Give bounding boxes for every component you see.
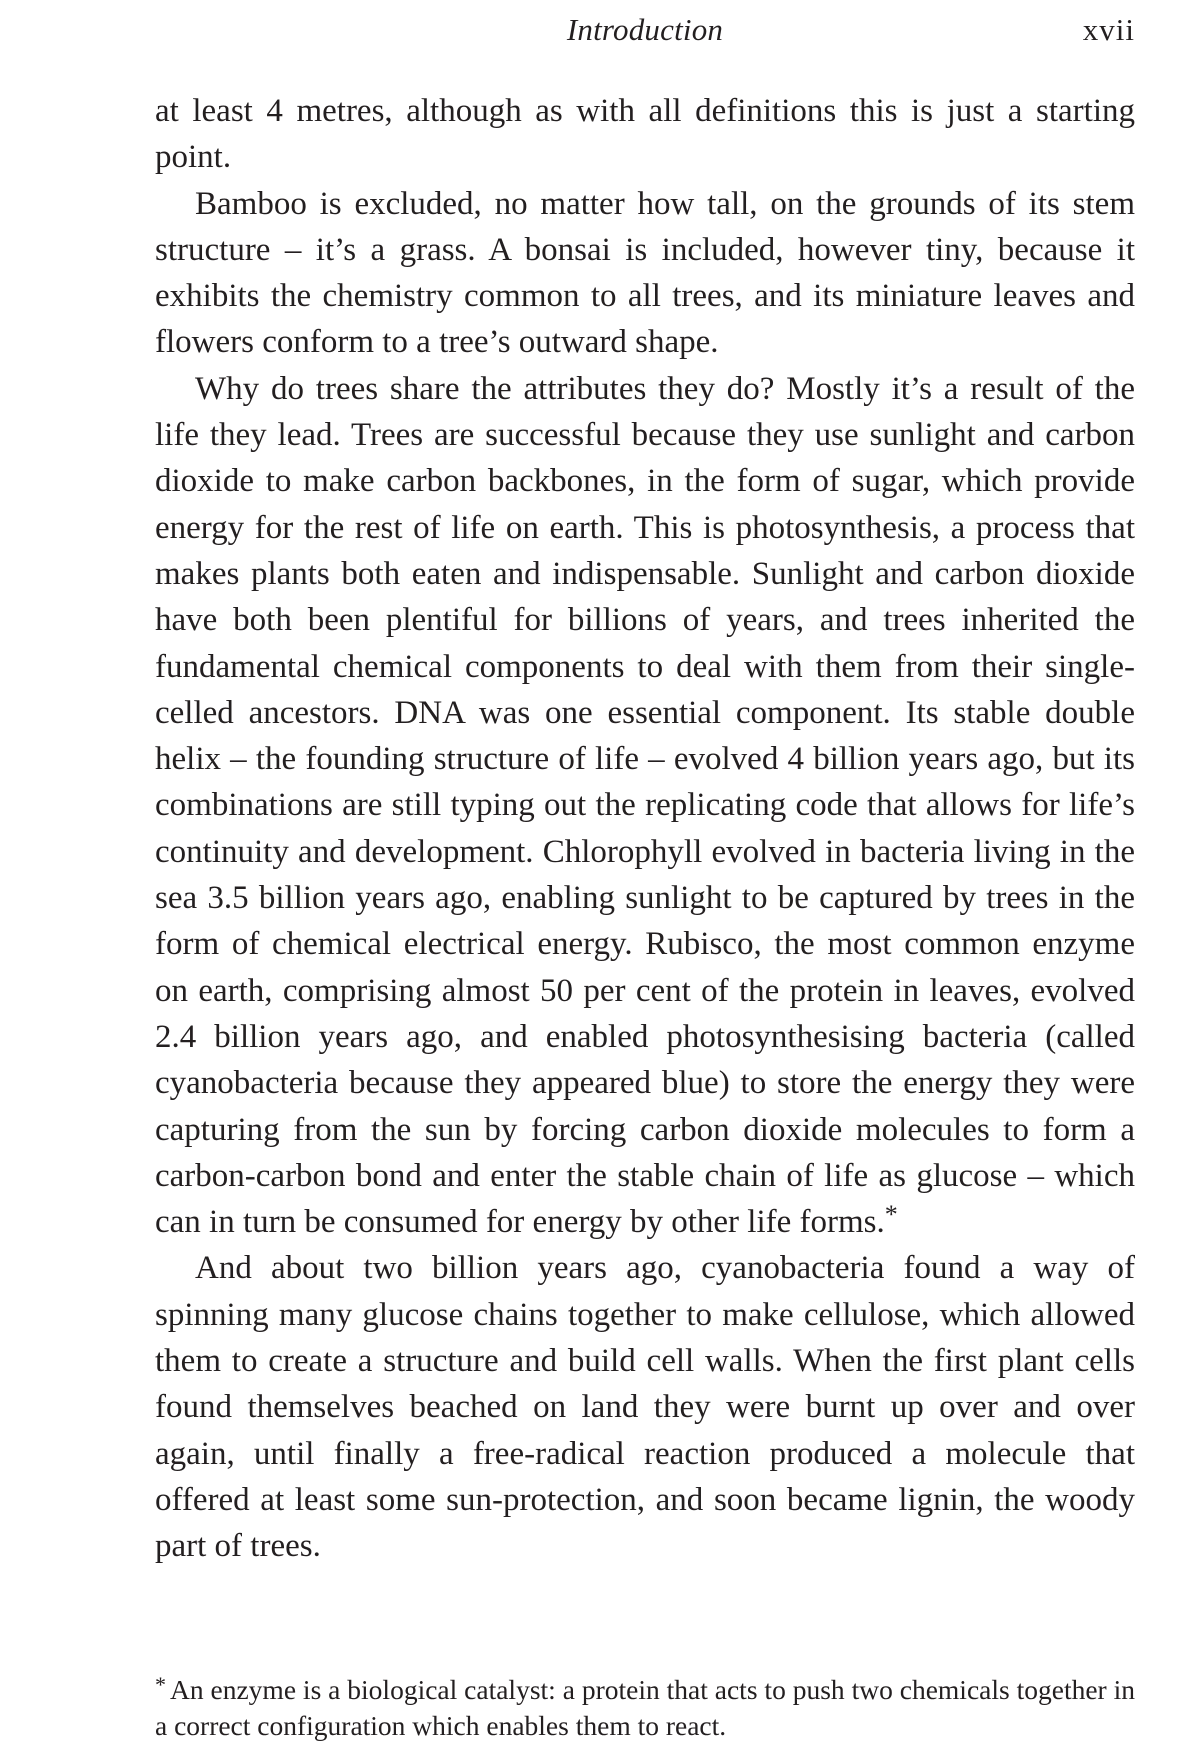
paragraph-2: Bamboo is excluded, no matter how tall, on the grounds of its stem structure – it’s a grass. A bonsai is included, however tiny, because it exhibits the chemistry common to all trees, and its miniature leaves and flowers conform to a tree’s outward shape. (155, 185, 1135, 361)
paragraph-3-text: Why do trees share the attributes they do? Mostly it’s a result of the life they lead. Trees are successful because they use sunlight and carbon dioxide to make carbon backbones, in the form of sugar, which provide energy for the rest of life on earth. This is photosynthesis, a process that makes plants both eaten and indispensable. Sunlight and carbon dioxide have both been plentiful for billions of years, and trees inherited the fundamental chemical components to deal with them from their single-celled ancestors. DNA was one essential component. Its stable double helix – the founding structure of life – evolved 4 billion years ago, but its combinations are still typing out the replicating code that allows for life’s continuity and development. Chlorophyll evolved in bacteria living in the sea 3.5 billion years ago, enabling sunlight to be captured by trees in the form of chemical electrical energy. Rubisco, the most common enzyme on earth, comprising almost 50 per cent of the protein in leaves, evolved 2.4 billion years ago, and enabled photosynthesising bacteria (called cyanobacteria because they appeared blue) to store the energy they were capturing from the sun by forcing carbon dioxide molecules to form a carbon-carbon bond and enter the stable chain of life as glucose – which can in turn be consumed for energy by other life forms. (155, 370, 1135, 1241)
running-title: Introduction (566, 12, 724, 47)
running-head (155, 10, 1135, 50)
page-number: xvii (1082, 12, 1135, 47)
body-text (155, 88, 1135, 1570)
paragraph-3 (155, 366, 1135, 1246)
paragraph-1: at least 4 metres, although as with all definitions this is just a starting point. (155, 93, 1135, 176)
footnote-mark: * (155, 1672, 166, 1698)
paragraph-4: And about two billion years ago, cyanobacteria found a way of spinning many glucose chains together to make cellulose, which allowed them to create a structure and build cell walls. When the first plant cells found themselves beached on land they were burnt up over and over again, until finally a free-radical reaction produced a molecule that offered at least some sun-protection, and soon became lignin, the woody part of trees. (155, 1250, 1135, 1565)
footnote (155, 1672, 1135, 1744)
footnote-text: An enzyme is a biological catalyst: a protein that acts to push two chemicals together in a correct configuration which enables them to react. (155, 1674, 1135, 1741)
footnote-reference-mark[interactable]: * (884, 1200, 898, 1230)
